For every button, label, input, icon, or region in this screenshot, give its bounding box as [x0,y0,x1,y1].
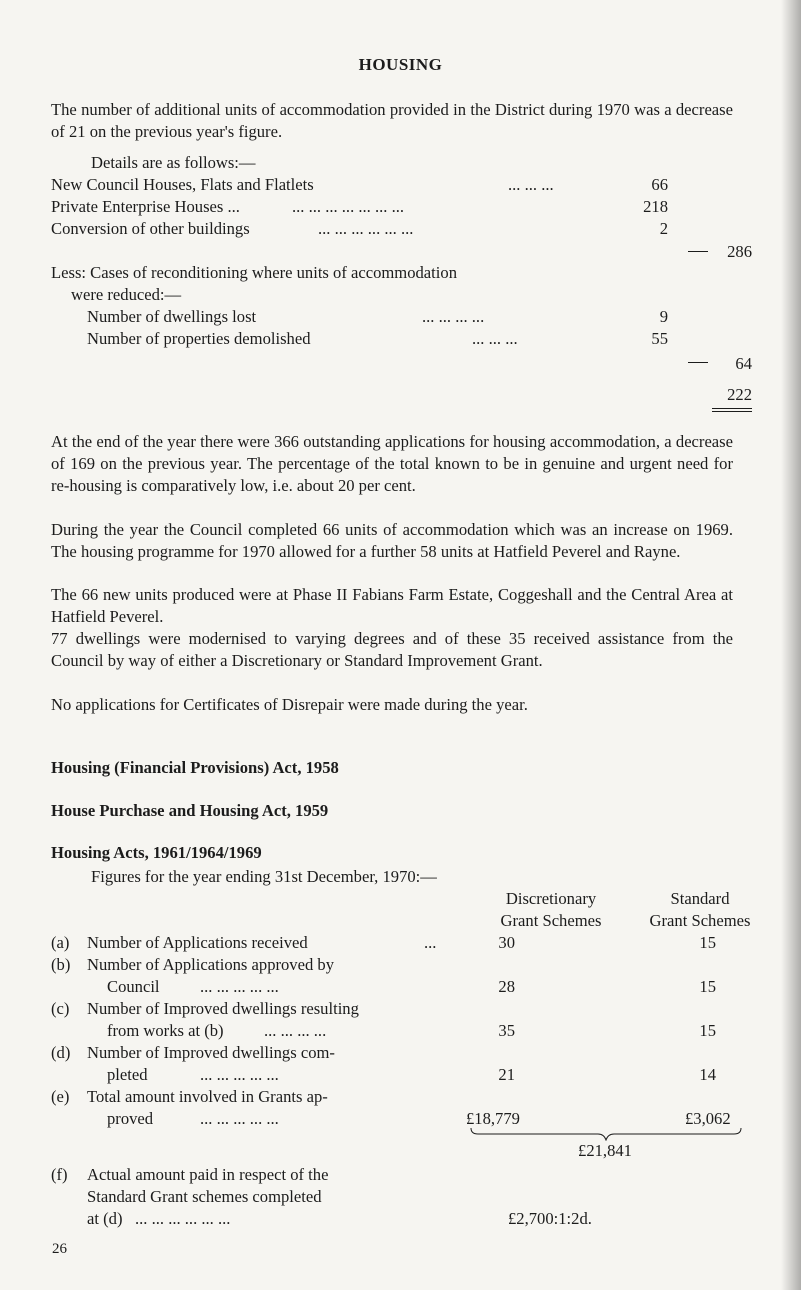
addition-value: 66 [651,175,668,194]
addition-label: Conversion of other buildings [51,219,250,238]
dot-leader: ... ... ... ... [422,307,485,326]
discretionary-value: 28 [498,977,515,996]
column-header-standard: Standard [670,889,730,908]
reduction-label: Number of properties demolished [87,329,311,348]
row-label: Number of Improved dwellings resulting [87,999,359,1018]
column-header-standard: Grant Schemes [649,911,751,930]
addition-label: Private Enterprise Houses ... [51,197,240,216]
row-label-cont: from works at (b) [107,1021,224,1040]
addition-value: 218 [643,197,668,216]
row-label-cont: Standard Grant schemes completed [87,1187,322,1206]
reduction-label: Number of dwellings lost [87,307,257,326]
double-rule [712,411,752,412]
row-label: Number of Applications received [87,933,308,952]
row-letter: (f) [51,1165,68,1184]
combined-total: £21,841 [578,1141,632,1160]
dot-leader: ... ... ... ... [264,1021,327,1040]
row-letter: (b) [51,955,71,974]
row-letter: (c) [51,999,70,1018]
additions-total: 286 [727,242,752,261]
act-heading: Housing (Financial Provisions) Act, 1958 [51,758,339,777]
row-label-cont: Council [107,977,160,996]
act-heading: Housing Acts, 1961/1964/1969 [51,843,262,862]
discretionary-value: 21 [498,1065,515,1084]
row-label: Number of Improved dwellings com- [87,1043,335,1062]
column-header-discretionary: Grant Schemes [500,911,602,930]
addition-value: 2 [659,219,668,238]
discretionary-value: £18,779 [466,1109,520,1128]
standard-value: 14 [699,1065,716,1084]
paragraph-modernised: 77 dwellings were modernised to varying degrees and of these 35 received assistance from the Council by way of either a Discretionary or Standard Improvement Grant. [51,629,733,670]
paragraph-applications: At the end of the year there were 366 outstanding applications for housing accommodation, a decrease of 169 on the previous year. The percentage of the total known to be in genuine and urgent need for re-housing is comparatively low, i.e. about 20 per cent. [51,432,733,495]
reduction-value: 9 [659,307,668,326]
dot-leader: ... ... ... ... ... ... [135,1209,231,1228]
reduction-value: 55 [651,329,668,348]
discretionary-value: 30 [498,933,515,952]
discretionary-value: 35 [498,1021,515,1040]
row-letter: (d) [51,1043,71,1062]
act-heading: House Purchase and Housing Act, 1959 [51,801,329,820]
net-total: 222 [727,385,752,404]
row-label-cont: at (d) [87,1209,123,1228]
standard-value: 15 [699,977,716,996]
row-label-cont: pleted [107,1065,148,1084]
dot-leader: ... ... ... ... ... ... [318,219,414,238]
figures-heading: Figures for the year ending 31st December, 1970:— [91,867,437,886]
page-number: 26 [52,1241,67,1257]
intro-paragraph: The number of additional units of accommodation provided in the District during 1970 was a decrease of 21 on the previous year's figure. [51,100,733,141]
amount-paid-value: £2,700:1:2d. [508,1209,592,1228]
dot-leader: ... ... ... [472,329,518,348]
reductions-total: 64 [735,354,752,373]
total-brace [470,1127,742,1141]
dot-leader: ... [424,933,437,952]
page-edge-shadow [781,0,801,1290]
row-letter: (e) [51,1087,70,1106]
row-label: Number of Applications approved by [87,955,335,974]
row-letter: (a) [51,933,70,952]
column-header-discretionary: Discretionary [505,889,597,908]
less-heading-cont: were reduced:— [71,285,182,304]
paragraph-disrepair: No applications for Certificates of Disrepair were made during the year. [51,695,528,714]
standard-value: 15 [699,933,716,952]
standard-value: £3,062 [685,1109,731,1128]
addition-label: New Council Houses, Flats and Flatlets [51,175,314,194]
dot-leader: ... ... ... ... ... ... ... [292,197,405,216]
dot-leader: ... ... ... ... ... [200,1065,279,1084]
less-heading: Less: Cases of reconditioning where units of accommodation [51,263,457,282]
details-heading: Details are as follows:— [91,153,256,172]
dot-leader: ... ... ... ... ... [200,1109,279,1128]
dot-leader: ... ... ... [508,175,554,194]
paragraph-new-units: The 66 new units produced were at Phase II Fabians Farm Estate, Coggeshall and the Central Area at Hatfield Peverel. [51,585,733,626]
row-label: Total amount involved in Grants ap- [87,1087,328,1106]
row-label: Actual amount paid in respect of the [87,1165,329,1184]
paragraph-completed: During the year the Council completed 66 units of accommodation which was an increase on 1969. The housing programme for 1970 allowed for a further 58 units at Hatfield Peverel and Rayne. [51,520,733,561]
double-rule [712,408,752,409]
dot-leader: ... ... ... ... ... [200,977,279,996]
row-label-cont: proved [107,1109,154,1128]
page-title: HOUSING [358,55,443,74]
standard-value: 15 [699,1021,716,1040]
